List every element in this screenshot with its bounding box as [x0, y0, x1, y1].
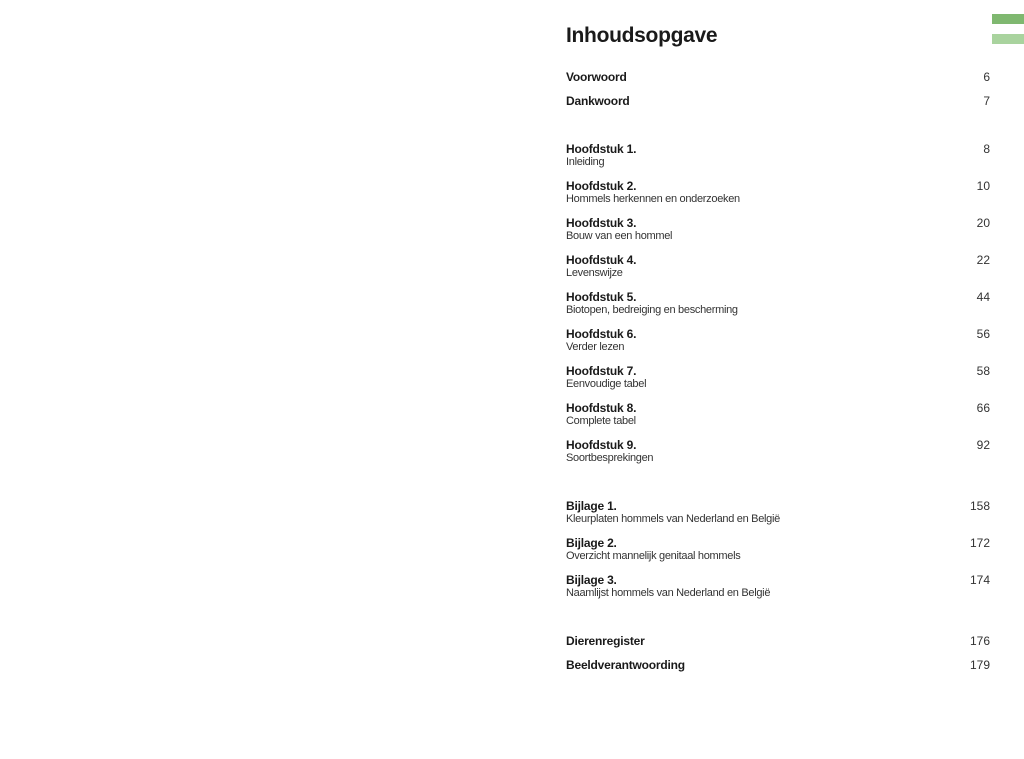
toc-entry-label: Hoofdstuk 8. — [566, 401, 637, 415]
accent-bar-bottom — [992, 34, 1024, 44]
toc-entry[interactable] — [566, 536, 990, 573]
toc-entry-page-number: 158 — [969, 499, 990, 513]
toc-entry[interactable] — [566, 179, 990, 216]
toc-entry[interactable] — [566, 327, 990, 364]
toc-entry-subtitle: Verder lezen — [566, 341, 625, 353]
toc-entry[interactable] — [566, 216, 990, 253]
toc-entry-page-number: 8 — [983, 142, 990, 156]
toc-entry[interactable] — [566, 253, 990, 290]
toc-group — [566, 70, 990, 118]
toc-entry-page-number: 176 — [969, 634, 990, 648]
toc-entry[interactable] — [566, 573, 990, 610]
toc-entry-page-number: 174 — [969, 573, 990, 587]
toc-entry[interactable] — [566, 438, 990, 475]
toc-entry-page-number: 20 — [976, 216, 990, 230]
toc-entry-page-number: 66 — [976, 401, 990, 415]
toc-entry-label: Hoofdstuk 9. — [566, 438, 637, 452]
toc-entry-subtitle: Complete tabel — [566, 415, 636, 427]
toc-entry[interactable] — [566, 634, 990, 658]
table-of-contents — [566, 22, 990, 682]
toc-entry-page-number: 6 — [983, 70, 990, 84]
toc-entry[interactable] — [566, 364, 990, 401]
toc-entry-subtitle: Overzicht mannelijk genitaal hommels — [566, 550, 741, 562]
toc-entry-page-number: 179 — [969, 658, 990, 672]
toc-entry-page-number: 92 — [976, 438, 990, 452]
toc-entry-subtitle: Biotopen, bedreiging en bescherming — [566, 304, 738, 316]
toc-entry-label: Hoofdstuk 4. — [566, 253, 637, 267]
accent-bar-top — [992, 14, 1024, 24]
toc-entry[interactable] — [566, 142, 990, 179]
toc-entry-page-number: 56 — [976, 327, 990, 341]
toc-entry[interactable] — [566, 658, 990, 682]
toc-entry-label: Bijlage 2. — [566, 536, 617, 550]
toc-entry-label: Bijlage 3. — [566, 573, 617, 587]
toc-entry-subtitle: Naamlijst hommels van Nederland en België — [566, 587, 771, 599]
toc-entry[interactable] — [566, 401, 990, 438]
toc-entry-label: Beeldverantwoording — [566, 658, 685, 672]
toc-entry-page-number: 172 — [969, 536, 990, 550]
toc-entry[interactable] — [566, 290, 990, 327]
toc-entry-page-number: 7 — [983, 94, 990, 108]
toc-entry-label: Dierenregister — [566, 634, 645, 648]
toc-entry-subtitle: Bouw van een hommel — [566, 230, 673, 242]
toc-entry-label: Voorwoord — [566, 70, 627, 84]
toc-entry-label: Hoofdstuk 2. — [566, 179, 637, 193]
toc-entry[interactable] — [566, 499, 990, 536]
toc-entry-subtitle: Soortbesprekingen — [566, 452, 654, 464]
toc-entry-page-number: 10 — [976, 179, 990, 193]
toc-entry[interactable] — [566, 94, 990, 118]
toc-entry-page-number: 44 — [976, 290, 990, 304]
toc-groups — [566, 70, 990, 682]
toc-title: Inhoudsopgave — [566, 24, 718, 47]
toc-entry-label: Bijlage 1. — [566, 499, 617, 513]
toc-group — [566, 499, 990, 610]
toc-entry-label: Hoofdstuk 6. — [566, 327, 637, 341]
toc-entry-subtitle: Hommels herkennen en onderzoeken — [566, 193, 740, 205]
toc-entry-label: Dankwoord — [566, 94, 630, 108]
toc-entry-subtitle: Eenvoudige tabel — [566, 378, 647, 390]
toc-entry-subtitle: Kleurplaten hommels van Nederland en België — [566, 513, 780, 525]
toc-entry-subtitle: Inleiding — [566, 156, 605, 168]
toc-entry-label: Hoofdstuk 3. — [566, 216, 637, 230]
toc-entry-label: Hoofdstuk 1. — [566, 142, 637, 156]
toc-entry-label: Hoofdstuk 5. — [566, 290, 637, 304]
toc-group — [566, 142, 990, 475]
toc-entry-page-number: 58 — [976, 364, 990, 378]
toc-group — [566, 634, 990, 682]
toc-entry-subtitle: Levenswijze — [566, 267, 623, 279]
toc-entry-label: Hoofdstuk 7. — [566, 364, 637, 378]
toc-entry-page-number: 22 — [976, 253, 990, 267]
toc-entry[interactable] — [566, 70, 990, 94]
